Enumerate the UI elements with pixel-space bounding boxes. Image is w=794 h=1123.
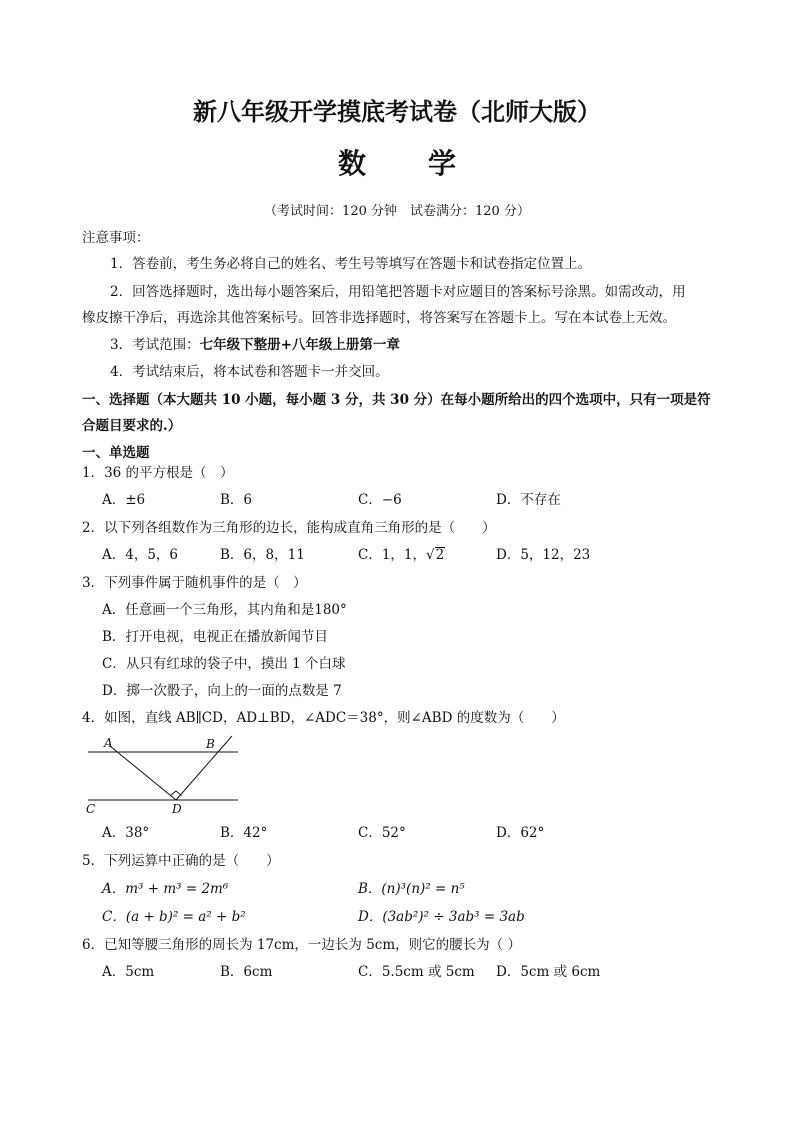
q2-option-c — [358, 545, 445, 565]
q3-stem: 3．下列事件属于随机事件的是（ ） — [82, 575, 307, 591]
exam-title: 新八年级开学摸底考试卷（北师大版） — [193, 97, 601, 126]
q6-option-d: D．5cm 或 6cm — [496, 964, 601, 980]
q3-option-a: A．任意画一个三角形，其内角和是180° — [102, 602, 347, 618]
section-heading-line1: 一、选择题（本大题共 10 小题，每小题 3 分，共 30 分）在每小题所给出的四个选项中，只有一项是符 — [82, 392, 711, 408]
q2-option-d: D．5，12，23 — [496, 547, 591, 563]
notice-heading: 注意事项： — [82, 230, 150, 246]
section-subheading: 一、单选题 — [82, 445, 150, 461]
q2-option-c-radicand: 2 — [435, 547, 445, 563]
q1-stem: 1．36 的平方根是（ ） — [82, 465, 234, 481]
q2-option-a: A．4，5，6 — [102, 547, 179, 563]
notice-item-3 — [110, 335, 400, 355]
notice-item-3-prefix: 3．考试范围： — [110, 337, 200, 353]
label-c: C — [86, 802, 96, 816]
q2-option-c-prefix: C．1，1， — [358, 547, 427, 563]
section-heading-line2: 合题目要求的.） — [82, 418, 182, 434]
q4-stem: 4．如图，直线 AB∥CD，AD⊥BD，∠ADC＝38°，则∠ABD 的度数为（ ） — [82, 710, 565, 726]
q5-stem: 5．下列运算中正确的是（ ） — [82, 853, 280, 869]
notice-item-2-line2: 橡皮擦干净后，再选涂其他答案标号。回答非选择题时，将答案写在答题卡上。写在本试卷上无效。 — [82, 310, 676, 326]
q1-option-a: A．±6 — [102, 492, 146, 508]
q5-option-d: D．(3ab²)² ÷ 3ab³ = 3ab — [358, 909, 525, 925]
q4-geometry-figure — [82, 734, 242, 820]
q6-option-c: C．5.5cm 或 5cm — [358, 964, 475, 980]
q5-option-b: B．(n)³(n)² = n⁵ — [358, 881, 465, 897]
q6-option-b: B．6cm — [220, 964, 273, 980]
sqrt-symbol: √ — [426, 547, 435, 563]
q3-option-c: C．从只有红球的袋子中，摸出 1 个白球 — [102, 656, 346, 672]
q6-stem: 6．已知等腰三角形的周长为 17cm，一边长为 5cm，则它的腰长为（ ） — [82, 937, 521, 953]
q4-option-d: D．62° — [496, 825, 545, 841]
q4-option-c: C．52° — [358, 825, 406, 841]
q1-option-d: D．不存在 — [496, 492, 561, 508]
notice-item-3-scope: 七年级下整册+八年级上册第一章 — [199, 337, 400, 353]
q1-option-b: B．6 — [220, 492, 253, 508]
label-a: A — [104, 736, 113, 750]
q1-option-c: C．−6 — [358, 492, 402, 508]
q3-option-b: B．打开电视，电视正在播放新闻节目 — [102, 629, 328, 645]
q4-option-b: B．42° — [220, 825, 268, 841]
label-b: B — [206, 737, 215, 751]
subject-heading: 数学 — [337, 147, 518, 180]
label-d: D — [172, 802, 182, 816]
q2-stem: 2．以下列各组数作为三角形的边长，能构成直角三角形的是（ ） — [82, 520, 496, 536]
q6-option-a: A．5cm — [102, 964, 155, 980]
q4-option-a: A．38° — [102, 825, 150, 841]
q5-option-c: C．(a + b)² = a² + b² — [102, 909, 246, 925]
q2-option-b: B．6，8，11 — [220, 547, 305, 563]
right-angle-mark — [171, 791, 182, 796]
notice-item-2-line1: 2．回答选择题时，选出每小题答案后，用铅笔把答题卡对应题目的答案标号涂黑。如需改动，用 — [110, 284, 686, 300]
segment-bd — [176, 736, 232, 800]
q3-option-d: D．掷一次骰子，向上的一面的点数是 7 — [102, 683, 342, 699]
notice-item-1: 1．答卷前，考生务必将自己的姓名、考生号等填写在答题卡和试卷指定位置上。 — [110, 256, 592, 272]
segment-ad — [110, 746, 176, 800]
exam-info: （考试时间：120 分钟 试卷满分：120 分） — [264, 204, 530, 219]
notice-item-4: 4．考试结束后，将本试卷和答题卡一并交回。 — [110, 364, 389, 380]
q5-option-a: A．m³ + m³ = 2m⁶ — [102, 881, 229, 897]
